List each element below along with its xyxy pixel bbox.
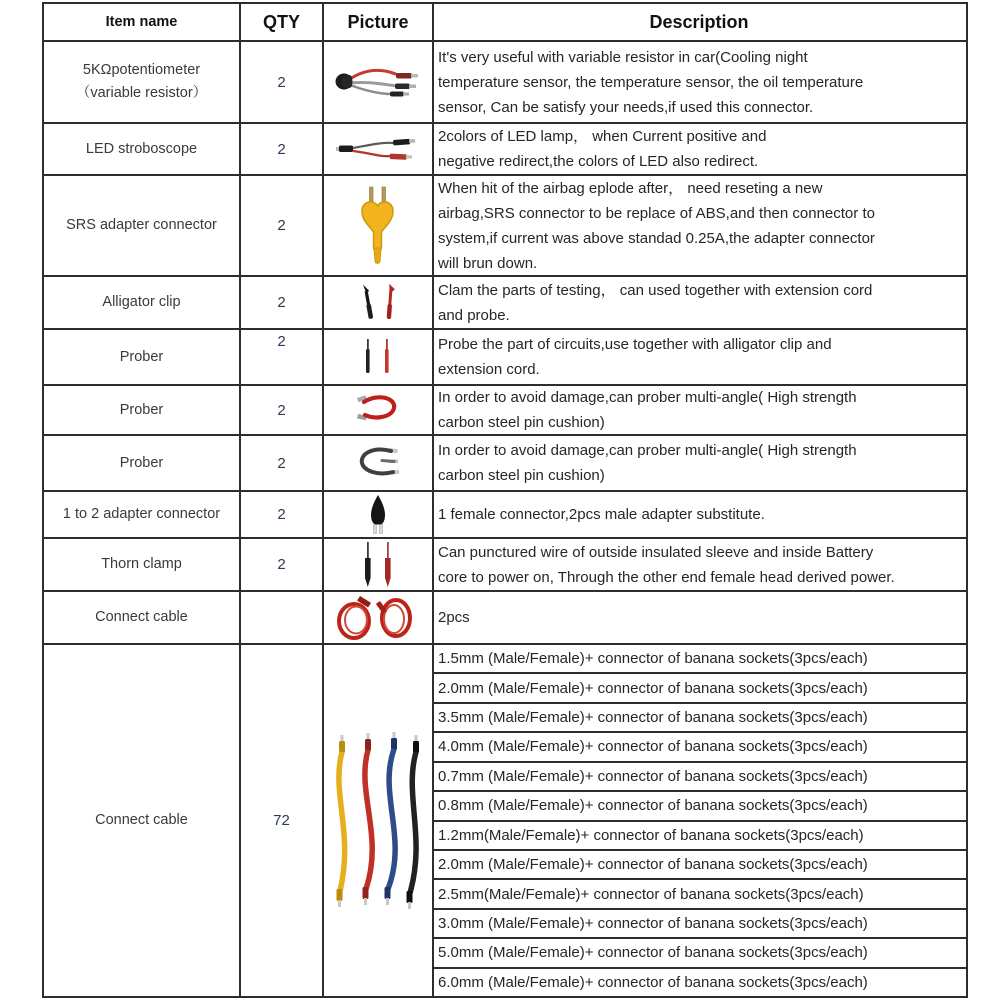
table-row	[44, 275, 966, 328]
red-coiled-cables-icon	[330, 593, 426, 643]
qty-value: 2	[239, 277, 322, 328]
potentiometer-icon	[332, 61, 424, 103]
table-row	[44, 434, 966, 490]
four-cables-icon	[326, 731, 430, 911]
table-row	[44, 537, 966, 590]
item-name: 1 to 2 adapter connector	[62, 506, 221, 522]
description-text: It's very useful with variable resistor in car(Cooling night temperature sensor, the temperature sensor, the oil temperature sensor, Can be satisfy your needs,if used this connector.	[432, 42, 966, 122]
cable-size-row: 6.0mm (Male/Female)+ connector of banana sockets(3pcs/each)	[434, 967, 966, 996]
cable-size-row: 0.8mm (Male/Female)+ connector of banana sockets(3pcs/each)	[434, 790, 966, 819]
qty-value: 72	[239, 645, 322, 996]
item-name: Prober	[119, 348, 164, 365]
prober-hook-red-image	[322, 386, 432, 434]
header-item-name: Item name	[105, 13, 178, 30]
item-name: Connect cable	[95, 812, 188, 828]
item-name: Thorn clamp	[101, 556, 182, 572]
coiled-cable-image	[322, 592, 432, 643]
qty-value: 2	[239, 42, 322, 122]
qty-value	[239, 592, 322, 643]
led-stroboscope-image	[322, 124, 432, 174]
thorn-clamp-image	[322, 539, 432, 590]
cable-size-row: 0.7mm (Male/Female)+ connector of banana sockets(3pcs/each)	[434, 761, 966, 790]
potentiometer-image	[322, 42, 432, 122]
prober-hook-grey-image	[322, 436, 432, 490]
thorn-clamps-icon	[355, 540, 401, 590]
table-row	[44, 590, 966, 643]
item-name: 5KΩpotentiometer （variable resistor）	[75, 62, 208, 101]
grey-hook-probe-icon	[354, 444, 402, 482]
table-row	[44, 40, 966, 122]
red-hook-probe-icon	[354, 393, 402, 427]
qty-value: 2	[239, 176, 322, 275]
one-to-two-adapter-icon	[361, 493, 395, 537]
qty-value: 2	[239, 492, 322, 537]
cable-size-row: 3.0mm (Male/Female)+ connector of banana sockets(3pcs/each)	[434, 908, 966, 937]
header-description: Description	[432, 4, 966, 40]
item-name: LED stroboscope	[85, 140, 198, 157]
qty-value: 2	[239, 539, 322, 590]
srs-connector-icon	[352, 185, 404, 267]
description-text: Probe the part of circuits,use together with alligator clip and extension cord.	[432, 330, 966, 384]
straight-probes-icon	[356, 336, 400, 378]
led-cable-icon	[336, 135, 420, 163]
alligator-clip-image	[322, 277, 432, 328]
qty-value: 2	[239, 330, 322, 384]
qty-value: 2	[239, 386, 322, 434]
connect-cables-image	[322, 645, 432, 996]
cable-size-row: 1.2mm(Male/Female)+ connector of banana sockets(3pcs/each)	[434, 820, 966, 849]
header-picture: Picture	[322, 4, 432, 40]
cable-size-row: 4.0mm (Male/Female)+ connector of banana sockets(3pcs/each)	[434, 731, 966, 760]
description-text: 1 female connector,2pcs male adapter substitute.	[432, 492, 966, 537]
item-name: Prober	[119, 454, 164, 471]
item-name: Alligator clip	[102, 294, 181, 310]
table-row	[44, 174, 966, 275]
qty-value: 2	[239, 124, 322, 174]
description-text: In order to avoid damage,can prober multi-angle( High strength carbon steel pin cushion)	[432, 386, 966, 434]
item-name: Prober	[119, 401, 164, 418]
item-name: Connect cable	[95, 609, 188, 625]
cable-size-row: 5.0mm (Male/Female)+ connector of banana sockets(3pcs/each)	[434, 937, 966, 966]
table-row-connect-cables	[44, 643, 966, 996]
description-text: When hit of the airbag eplode after， need reseting a new airbag,SRS connector to be replace of ABS,and then connector to system,if current was above standad 0.25A,the adapter connector will brun down.	[432, 176, 966, 275]
cable-size-row: 2.0mm (Male/Female)+ connector of banana sockets(3pcs/each)	[434, 672, 966, 701]
adapter-plug-image	[322, 492, 432, 537]
cable-size-row: 2.0mm (Male/Female)+ connector of banana sockets(3pcs/each)	[434, 849, 966, 878]
item-name: SRS adapter connector	[66, 217, 217, 233]
parts-table	[42, 2, 968, 998]
cable-size-row: 2.5mm(Male/Female)+ connector of banana sockets(3pcs/each)	[434, 878, 966, 907]
description-text: 2colors of LED lamp， when Current positive and negative redirect,the colors of LED also redirect.	[432, 124, 966, 174]
alligator-clips-icon	[348, 282, 408, 324]
table-row	[44, 328, 966, 384]
description-text: Can punctured wire of outside insulated sleeve and inside Battery core to power on, Through the other end female head derived power.	[432, 539, 966, 590]
cable-size-row: 3.5mm (Male/Female)+ connector of banana sockets(3pcs/each)	[434, 702, 966, 731]
header-qty: QTY	[239, 4, 322, 40]
prober-image	[322, 330, 432, 384]
description-text: 2pcs	[432, 592, 966, 643]
description-text: In order to avoid damage,can prober multi-angle( High strength carbon steel pin cushion)	[432, 436, 966, 490]
cable-size-list	[432, 645, 966, 996]
table-row	[44, 490, 966, 537]
table-header-row	[44, 4, 966, 40]
description-text: Clam the parts of testing， can used together with extension cord and probe.	[432, 277, 966, 328]
qty-value: 2	[239, 436, 322, 490]
srs-adapter-image	[322, 176, 432, 275]
cable-size-row: 1.5mm (Male/Female)+ connector of banana sockets(3pcs/each)	[438, 650, 868, 668]
table-row	[44, 384, 966, 434]
table-row	[44, 122, 966, 174]
